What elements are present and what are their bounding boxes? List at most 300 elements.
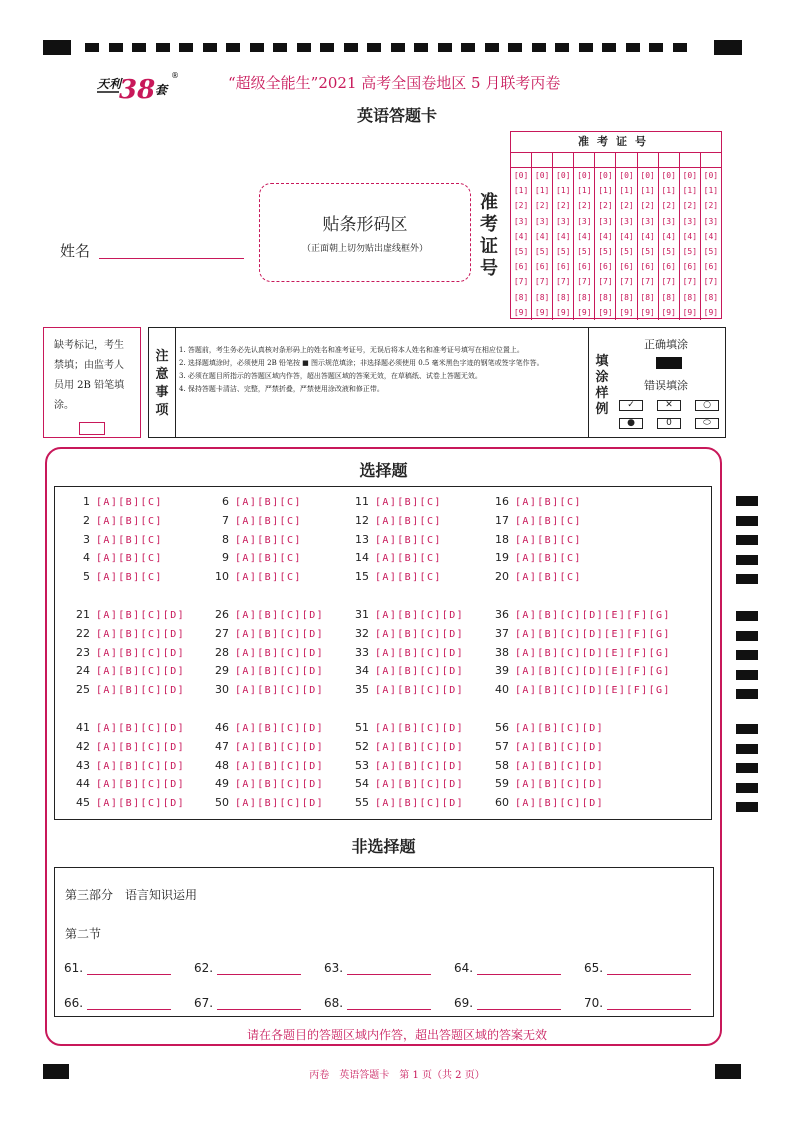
question-item[interactable]: [345, 495, 442, 508]
barcode-title: 贴条形码区: [322, 215, 408, 235]
digit-bubble[interactable]: [6]: [661, 262, 676, 272]
digit-bubble[interactable]: [2]: [703, 201, 719, 211]
question-number: 30: [215, 683, 229, 697]
digit-bubble[interactable]: [2]: [682, 201, 698, 211]
part-heading: 第三部分 语言知识运用: [65, 888, 198, 902]
timing-mark: [736, 724, 758, 734]
digit-bubble[interactable]: [5]: [598, 246, 613, 256]
digit-bubble[interactable]: [9]: [682, 307, 698, 317]
digit-bubble[interactable]: [6]: [534, 262, 550, 272]
card-title: 英语答题卡: [356, 106, 437, 125]
digit-bubble[interactable]: [1]: [556, 186, 571, 196]
digit-bubble[interactable]: [1]: [513, 186, 529, 196]
option-bubbles[interactable]: [A][B][C][D]: [96, 666, 186, 678]
option-bubbles[interactable]: [A][B][C][D]: [235, 798, 325, 810]
question-item[interactable]: [205, 533, 302, 546]
digit-write-box[interactable]: [574, 153, 594, 168]
blank-line[interactable]: [347, 962, 431, 975]
question-item[interactable]: [205, 759, 324, 772]
digit-bubble[interactable]: [2]: [598, 201, 613, 211]
question-number: 8: [222, 532, 229, 546]
digit-write-box[interactable]: [680, 153, 700, 168]
question-item[interactable]: [66, 664, 185, 677]
question-item[interactable]: [66, 533, 163, 546]
digit-bubble[interactable]: [2]: [534, 201, 550, 211]
option-bubbles[interactable]: [A][B][C][D]: [235, 685, 325, 697]
digit-bubble[interactable]: [8]: [534, 292, 550, 302]
check-mark-icon: ✓: [619, 400, 643, 411]
question-number: 50: [215, 796, 229, 810]
digit-bubble[interactable]: [5]: [682, 246, 698, 256]
digit-bubble[interactable]: [7]: [682, 277, 698, 287]
question-number: 22: [76, 626, 90, 640]
option-bubbles[interactable]: [A][B][C][D]: [235, 610, 325, 621]
question-number: 43: [76, 758, 90, 772]
blank-line[interactable]: [607, 997, 691, 1010]
blank-line[interactable]: [217, 962, 301, 975]
option-bubbles[interactable]: [A][B][C]: [515, 572, 582, 584]
question-item[interactable]: [66, 495, 163, 508]
timing-mark: [736, 744, 758, 754]
digit-bubble[interactable]: [0]: [513, 171, 529, 180]
question-item[interactable]: [66, 796, 185, 809]
digit-bubble[interactable]: [8]: [703, 292, 719, 302]
digit-bubble[interactable]: [3]: [661, 216, 676, 226]
digit-bubble[interactable]: [1]: [661, 186, 676, 196]
option-bubbles[interactable]: [A][B][C][D]: [375, 666, 465, 678]
question-item[interactable]: [345, 664, 464, 677]
fill-blank[interactable]: [584, 996, 691, 1010]
digit-bubble[interactable]: [5]: [640, 246, 655, 256]
fill-blank[interactable]: [324, 996, 431, 1010]
blank-line[interactable]: [477, 997, 561, 1010]
digit-bubble[interactable]: [7]: [534, 277, 550, 287]
timing-dash: [485, 43, 499, 52]
digit-bubble[interactable]: [3]: [577, 216, 592, 226]
digit-bubble[interactable]: [0]: [703, 171, 719, 180]
option-bubbles[interactable]: [A][B][C]: [515, 553, 582, 565]
question-item[interactable]: [485, 608, 671, 621]
question-item[interactable]: [66, 683, 185, 696]
digit-bubble[interactable]: [9]: [703, 307, 719, 317]
digit-bubble[interactable]: [8]: [598, 292, 613, 302]
fill-blank[interactable]: [64, 961, 171, 975]
digit-bubble[interactable]: [2]: [513, 201, 529, 211]
digit-bubble[interactable]: [1]: [682, 186, 698, 196]
digit-bubble[interactable]: [4]: [640, 231, 655, 241]
option-bubbles[interactable]: [A][B][C][D]: [515, 741, 605, 753]
question-item[interactable]: [205, 551, 302, 564]
fill-blank[interactable]: [64, 996, 171, 1010]
digit-bubble[interactable]: [3]: [682, 216, 698, 226]
digit-bubble[interactable]: [0]: [682, 171, 698, 180]
option-bubbles[interactable]: [A][B][C]: [375, 553, 442, 565]
correct-fill-sample: [656, 357, 682, 369]
question-item[interactable]: [345, 514, 442, 527]
digit-bubble[interactable]: [9]: [619, 307, 634, 317]
digit-bubble[interactable]: [8]: [513, 292, 529, 302]
digit-write-box[interactable]: [511, 153, 531, 168]
digit-bubble[interactable]: [7]: [703, 277, 719, 287]
option-bubbles[interactable]: [A][B][C]: [235, 553, 302, 565]
blank-number: 68.: [324, 996, 344, 1010]
blank-line[interactable]: [87, 997, 171, 1010]
option-bubbles[interactable]: [A][B][C]: [515, 497, 582, 508]
question-item[interactable]: [485, 514, 582, 527]
question-item[interactable]: [345, 796, 464, 809]
digit-bubble[interactable]: [4]: [661, 231, 676, 241]
option-bubbles[interactable]: [A][B][C]: [96, 534, 163, 546]
question-number: 17: [495, 513, 509, 527]
option-bubbles[interactable]: [A][B][C]: [96, 497, 163, 508]
digit-bubble[interactable]: [6]: [556, 262, 571, 272]
option-bubbles[interactable]: [A][B][C][D]: [515, 723, 605, 734]
question-item[interactable]: [205, 664, 324, 677]
question-item[interactable]: [485, 570, 582, 583]
digit-bubble[interactable]: [5]: [577, 246, 592, 256]
option-bubbles[interactable]: [A][B][C][D]: [96, 723, 186, 734]
question-number: 3: [83, 532, 90, 546]
digit-bubble[interactable]: [4]: [577, 231, 592, 241]
digit-bubble[interactable]: [1]: [598, 186, 613, 196]
digit-bubble[interactable]: [8]: [556, 292, 571, 302]
question-number: 54: [355, 777, 369, 791]
digit-bubble[interactable]: [7]: [640, 277, 655, 287]
digit-bubble[interactable]: [9]: [640, 307, 655, 317]
digit-bubble[interactable]: [8]: [640, 292, 655, 302]
question-number: 21: [76, 608, 90, 621]
question-item[interactable]: [485, 740, 604, 753]
page-footer: 丙卷 英语答题卡 第 1 页（共 2 页）: [309, 1070, 485, 1081]
option-bubbles[interactable]: [A][B][C]: [235, 515, 302, 527]
question-item[interactable]: [66, 514, 163, 527]
question-item[interactable]: [66, 759, 185, 772]
question-number: 31: [355, 608, 369, 621]
digit-bubble[interactable]: [8]: [661, 292, 676, 302]
digit-bubble[interactable]: [2]: [640, 201, 655, 211]
absent-bubble[interactable]: [79, 422, 105, 435]
option-bubbles[interactable]: [A][B][C][D]: [96, 760, 186, 772]
digit-bubble[interactable]: [1]: [534, 186, 550, 196]
digit-bubble[interactable]: [9]: [513, 307, 529, 317]
question-item[interactable]: [205, 721, 324, 734]
question-item[interactable]: [485, 777, 604, 790]
option-bubbles[interactable]: [A][B][C][D]: [375, 628, 465, 640]
question-number: 58: [495, 758, 509, 772]
admission-column: [511, 153, 532, 320]
option-bubbles[interactable]: [A][B][C]: [375, 515, 442, 527]
digit-bubble[interactable]: [7]: [619, 277, 634, 287]
question-item[interactable]: [66, 608, 185, 621]
timing-dash: [367, 43, 381, 52]
digit-bubble[interactable]: [9]: [556, 307, 571, 317]
digit-bubble[interactable]: [6]: [640, 262, 655, 272]
digit-write-box[interactable]: [659, 153, 679, 168]
digit-bubble[interactable]: [0]: [577, 171, 592, 180]
option-bubbles[interactable]: [A][B][C][D]: [235, 760, 325, 772]
digit-bubble[interactable]: [4]: [682, 231, 698, 241]
option-bubbles[interactable]: [A][B][C][D]: [375, 647, 465, 659]
question-item[interactable]: [205, 495, 302, 508]
option-bubbles[interactable]: [A][B][C][D]: [375, 741, 465, 753]
fill-blank[interactable]: [584, 961, 691, 975]
option-bubbles[interactable]: [A][B][C][D]: [96, 647, 186, 659]
option-bubbles[interactable]: [A][B][C]: [375, 534, 442, 546]
option-bubbles[interactable]: [A][B][C][D]: [375, 610, 465, 621]
question-item[interactable]: [345, 551, 442, 564]
question-number: 4: [83, 551, 90, 565]
digit-bubble[interactable]: [7]: [556, 277, 571, 287]
timing-dash: [132, 43, 146, 52]
question-item[interactable]: [345, 721, 464, 734]
digit-bubble[interactable]: [5]: [619, 246, 634, 256]
option-bubbles[interactable]: [A][B][C]: [235, 497, 302, 508]
question-item[interactable]: [485, 551, 582, 564]
option-bubbles[interactable]: [A][B][C][D]: [515, 760, 605, 772]
fill-blank[interactable]: [194, 961, 301, 975]
blank-number: 61.: [64, 961, 84, 975]
fill-blank[interactable]: [454, 961, 561, 975]
option-bubbles[interactable]: [A][B][C][D]: [235, 666, 325, 678]
timing-mark: [736, 611, 758, 621]
digit-bubble[interactable]: [3]: [598, 216, 613, 226]
digit-bubble[interactable]: [0]: [598, 171, 613, 180]
question-item[interactable]: [345, 683, 464, 696]
question-item[interactable]: [485, 664, 671, 677]
question-number: 41: [76, 721, 90, 734]
digit-bubble[interactable]: [6]: [577, 262, 592, 272]
wrong-fill-label: 错误填涂: [644, 379, 688, 392]
digit-bubble[interactable]: [0]: [619, 171, 634, 180]
digit-bubble[interactable]: [2]: [619, 201, 634, 211]
digit-bubble[interactable]: [6]: [513, 262, 529, 272]
digit-bubble[interactable]: [5]: [534, 246, 550, 256]
digit-bubble[interactable]: [7]: [598, 277, 613, 287]
question-item[interactable]: [345, 533, 442, 546]
digit-write-box[interactable]: [553, 153, 573, 168]
question-number: 56: [495, 721, 509, 734]
option-bubbles[interactable]: [A][B][C][D]: [235, 628, 325, 640]
blank-line[interactable]: [87, 962, 171, 975]
digit-bubble[interactable]: [6]: [703, 262, 719, 272]
option-bubbles[interactable]: [A][B][C][D][E][F][G]: [515, 685, 671, 697]
digit-bubble[interactable]: [7]: [513, 277, 529, 287]
blank-line[interactable]: [347, 997, 431, 1010]
option-bubbles[interactable]: [A][B][C][D]: [515, 798, 605, 810]
digit-bubble[interactable]: [9]: [534, 307, 550, 317]
digit-bubble[interactable]: [4]: [619, 231, 634, 241]
question-item[interactable]: [485, 495, 582, 508]
option-bubbles[interactable]: [A][B][C][D][E][F][G]: [515, 610, 671, 621]
digit-write-box[interactable]: [532, 153, 552, 168]
digit-bubble[interactable]: [9]: [577, 307, 592, 317]
option-bubbles[interactable]: [A][B][C][D]: [375, 760, 465, 772]
digit-bubble[interactable]: [7]: [577, 277, 592, 287]
option-bubbles[interactable]: [A][B][C]: [375, 572, 442, 584]
option-bubbles[interactable]: [A][B][C][D]: [96, 628, 186, 640]
digit-write-box[interactable]: [701, 153, 721, 168]
question-item[interactable]: [345, 570, 442, 583]
question-item[interactable]: [66, 627, 185, 640]
digit-bubble[interactable]: [6]: [619, 262, 634, 272]
option-bubbles[interactable]: [A][B][C][D][E][F][G]: [515, 666, 671, 678]
question-item[interactable]: [205, 570, 302, 583]
timing-dash: [414, 43, 428, 52]
digit-bubble[interactable]: [2]: [661, 201, 676, 211]
digit-bubble[interactable]: [4]: [534, 231, 550, 241]
instructions-panel: [148, 327, 726, 438]
question-item[interactable]: [345, 759, 464, 772]
digit-bubble[interactable]: [9]: [661, 307, 676, 317]
option-bubbles[interactable]: [A][B][C][D]: [235, 723, 325, 734]
timing-dash: [391, 43, 405, 52]
timing-dash: [250, 43, 264, 52]
digit-bubble[interactable]: [0]: [661, 171, 676, 180]
digit-bubble[interactable]: [4]: [556, 231, 571, 241]
digit-bubble[interactable]: [1]: [619, 186, 634, 196]
digit-write-box[interactable]: [595, 153, 615, 168]
option-bubbles[interactable]: [A][B][C][D]: [96, 610, 186, 621]
option-bubbles[interactable]: [A][B][C][D][E][F][G]: [515, 647, 671, 659]
digit-bubble[interactable]: [4]: [703, 231, 719, 241]
question-item[interactable]: [205, 514, 302, 527]
digit-bubble[interactable]: [3]: [513, 216, 529, 226]
question-item[interactable]: [345, 627, 464, 640]
digit-bubble[interactable]: [5]: [556, 246, 571, 256]
question-item[interactable]: [485, 759, 604, 772]
question-item[interactable]: [66, 646, 185, 659]
question-item[interactable]: [345, 646, 464, 659]
digit-bubble[interactable]: [4]: [513, 231, 529, 241]
digit-bubble[interactable]: [9]: [598, 307, 613, 317]
divider: [588, 328, 589, 437]
question-item[interactable]: [345, 608, 464, 621]
digit-bubble[interactable]: [1]: [703, 186, 719, 196]
digit-bubble[interactable]: [0]: [640, 171, 655, 180]
option-bubbles[interactable]: [A][B][C]: [375, 497, 442, 508]
option-bubbles[interactable]: [A][B][C][D]: [375, 685, 465, 697]
option-bubbles[interactable]: [A][B][C]: [515, 515, 582, 527]
digit-bubble[interactable]: [1]: [577, 186, 592, 196]
oval-mark-icon: 0: [657, 418, 681, 429]
question-item[interactable]: [485, 721, 604, 734]
question-number: 33: [355, 645, 369, 659]
digit-bubble[interactable]: [1]: [640, 186, 655, 196]
question-item[interactable]: [205, 777, 324, 790]
digit-bubble[interactable]: [8]: [682, 292, 698, 302]
digit-write-box[interactable]: [638, 153, 658, 168]
digit-bubble[interactable]: [7]: [661, 277, 676, 287]
option-bubbles[interactable]: [A][B][C][D]: [235, 779, 325, 791]
question-item[interactable]: [205, 608, 324, 621]
digit-write-box[interactable]: [616, 153, 636, 168]
blank-line[interactable]: [477, 962, 561, 975]
question-item[interactable]: [485, 533, 582, 546]
option-bubbles[interactable]: [A][B][C]: [96, 515, 163, 527]
question-item[interactable]: [66, 721, 185, 734]
option-bubbles[interactable]: [A][B][C]: [515, 534, 582, 546]
digit-bubble[interactable]: [0]: [556, 171, 571, 180]
question-number: 42: [76, 739, 90, 753]
question-number: 11: [355, 495, 369, 508]
option-bubbles[interactable]: [A][B][C][D]: [515, 779, 605, 791]
option-bubbles[interactable]: [A][B][C]: [96, 572, 163, 584]
question-item[interactable]: [485, 627, 671, 640]
digit-bubble[interactable]: [0]: [534, 171, 550, 180]
digit-bubble[interactable]: [5]: [661, 246, 676, 256]
option-bubbles[interactable]: [A][B][C][D]: [96, 741, 186, 753]
option-bubbles[interactable]: [A][B][C][D]: [375, 723, 465, 734]
option-bubbles[interactable]: [A][B][C][D]: [96, 779, 186, 791]
digit-bubble[interactable]: [5]: [703, 246, 719, 256]
option-bubbles[interactable]: [A][B][C][D]: [235, 741, 325, 753]
timing-dash: [532, 43, 546, 52]
digit-bubble[interactable]: [5]: [513, 246, 529, 256]
option-bubbles[interactable]: [A][B][C][D]: [375, 798, 465, 810]
admission-column: [532, 153, 553, 320]
option-bubbles[interactable]: [A][B][C]: [235, 534, 302, 546]
question-item[interactable]: [66, 551, 163, 564]
digit-bubble[interactable]: [2]: [556, 201, 571, 211]
question-number: 35: [355, 683, 369, 697]
digit-bubble[interactable]: [3]: [703, 216, 719, 226]
question-item[interactable]: [205, 627, 324, 640]
digit-bubble[interactable]: [4]: [598, 231, 613, 241]
option-bubbles[interactable]: [A][B][C][D]: [96, 798, 186, 810]
blank-line[interactable]: [217, 997, 301, 1010]
question-item[interactable]: [66, 570, 163, 583]
question-item[interactable]: [66, 740, 185, 753]
name-field[interactable]: [99, 258, 244, 259]
question-item[interactable]: [485, 796, 604, 809]
question-item[interactable]: [345, 740, 464, 753]
digit-bubble[interactable]: [6]: [682, 262, 698, 272]
question-item[interactable]: [205, 646, 324, 659]
question-item[interactable]: [345, 777, 464, 790]
option-bubbles[interactable]: [A][B][C][D]: [235, 647, 325, 659]
question-item[interactable]: [205, 683, 324, 696]
question-item[interactable]: [485, 683, 671, 696]
blank-number: 70.: [584, 996, 604, 1010]
digit-bubble[interactable]: [2]: [577, 201, 592, 211]
admission-label: 准考证号: [480, 192, 498, 279]
question-number: 40: [495, 683, 509, 697]
digit-bubble[interactable]: [3]: [534, 216, 550, 226]
question-item[interactable]: [66, 777, 185, 790]
option-bubbles[interactable]: [A][B][C]: [235, 572, 302, 584]
option-bubbles[interactable]: [A][B][C][D]: [375, 779, 465, 791]
option-bubbles[interactable]: [A][B][C][D][E][F][G]: [515, 628, 671, 640]
digit-bubble[interactable]: [6]: [598, 262, 613, 272]
question-item[interactable]: [485, 646, 671, 659]
option-bubbles[interactable]: [A][B][C][D]: [96, 685, 186, 697]
digit-bubble[interactable]: [8]: [577, 292, 592, 302]
digit-bubble[interactable]: [3]: [556, 216, 571, 226]
question-item[interactable]: [205, 796, 324, 809]
fill-blank[interactable]: [324, 961, 431, 975]
blank-line[interactable]: [607, 962, 691, 975]
digit-bubble[interactable]: [3]: [640, 216, 655, 226]
fill-blank[interactable]: [454, 996, 561, 1010]
admission-columns: [511, 153, 721, 320]
timing-dash: [297, 43, 311, 52]
option-bubbles[interactable]: [A][B][C]: [96, 553, 163, 565]
fill-blank[interactable]: [194, 996, 301, 1010]
admission-column: [701, 153, 721, 320]
digit-bubble[interactable]: [3]: [619, 216, 634, 226]
digit-bubble[interactable]: [8]: [619, 292, 634, 302]
question-item[interactable]: [205, 740, 324, 753]
